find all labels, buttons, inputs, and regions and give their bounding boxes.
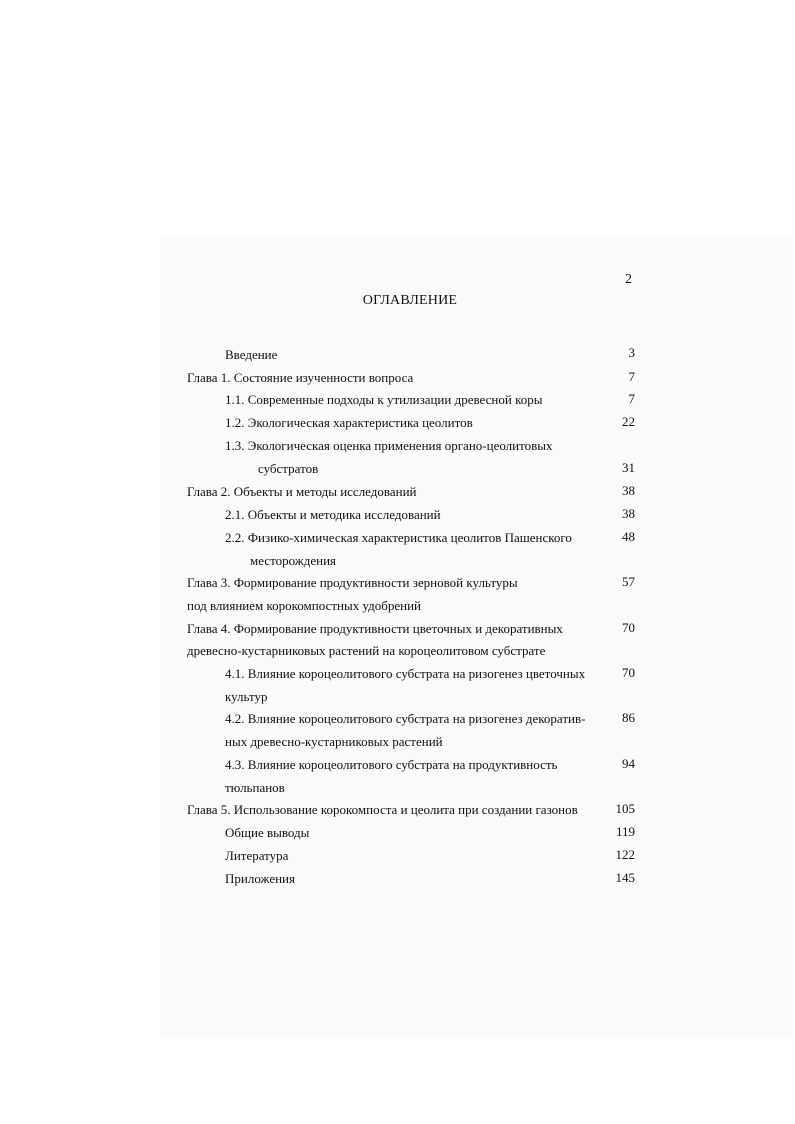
toc-entry-page: 105 (615, 801, 635, 816)
toc-entry-text: Глава 5. Использование корокомпоста и цеолита при создании газонов (187, 802, 578, 817)
toc-entry-text: 1.1. Современные подходы к утилизации древесной коры (225, 392, 543, 407)
toc-entry-page: 7 (628, 391, 635, 406)
toc-entry-page: 119 (615, 824, 635, 839)
toc-entry-page: 145 (615, 870, 635, 885)
toc-entry-page: 7 (628, 369, 635, 384)
toc-entry-text: месторождения (250, 553, 337, 568)
toc-entry-text: 4.1. Влияние короцеолитового субстрата на ризогенез цветочных (225, 666, 586, 681)
toc-entry-text: Литература (225, 848, 289, 863)
toc-entry-text: 4.2. Влияние короцеолитового субстрата на ризогенез декоратив- (225, 711, 586, 726)
toc-entry-text: Введение (225, 347, 278, 362)
page-title: ОГЛАВЛЕНИЕ (362, 293, 458, 308)
toc-entry-text: Глава 2. Объекты и методы исследований (187, 484, 417, 499)
toc-entry-text: Глава 4. Формирование продуктивности цветочных и декоративных (187, 621, 563, 636)
toc-entry-page: 31 (622, 460, 635, 475)
toc-entry-text: Глава 1. Состояние изученности вопроса (187, 370, 414, 385)
toc-entry-text: тюльпанов (225, 780, 285, 795)
toc-entry-text: Общие выводы (225, 825, 310, 840)
toc-entry-text: древесно-кустарниковых растений на короцеолитовом субстрате (187, 643, 546, 658)
toc-entry-text: 1.2. Экологическая характеристика цеолитов (225, 415, 473, 430)
toc-entry-text: ных древесно-кустарниковых растений (225, 734, 443, 749)
toc-entry-text: культур (225, 689, 268, 704)
toc-entry-page: 48 (622, 529, 635, 544)
toc-entry-text: субстратов (258, 461, 319, 476)
toc-entry-page: 38 (622, 506, 635, 521)
toc-entry-page: 57 (622, 574, 635, 589)
toc-entry-page: 38 (622, 483, 635, 498)
toc-entry-page: 70 (622, 665, 635, 680)
toc-entry-text: 2.2. Физико-химическая характеристика цеолитов Пашенского (225, 530, 572, 545)
toc-entry-page: 70 (622, 620, 635, 635)
toc-entry-text: под влиянием корокомпостных удобрений (187, 598, 422, 613)
toc-entry-page: 3 (628, 345, 635, 360)
toc-entry-text: Приложения (225, 871, 295, 886)
toc-entry-page: 22 (622, 414, 635, 429)
toc-entry-text: 1.3. Экологическая оценка применения органо-цеолитовых (225, 438, 553, 453)
toc-entry-text: Глава 3. Формирование продуктивности зерновой культуры (187, 575, 518, 590)
toc-entry-text: 4.3. Влияние короцеолитового субстрата на продуктивность (225, 757, 558, 772)
toc-entry-text: 2.1. Объекты и методика исследований (225, 507, 441, 522)
page-number: 2 (625, 272, 632, 287)
toc-entry-page: 86 (622, 710, 635, 725)
toc-entry-page: 122 (615, 847, 635, 862)
toc-entry-page: 94 (622, 756, 635, 771)
